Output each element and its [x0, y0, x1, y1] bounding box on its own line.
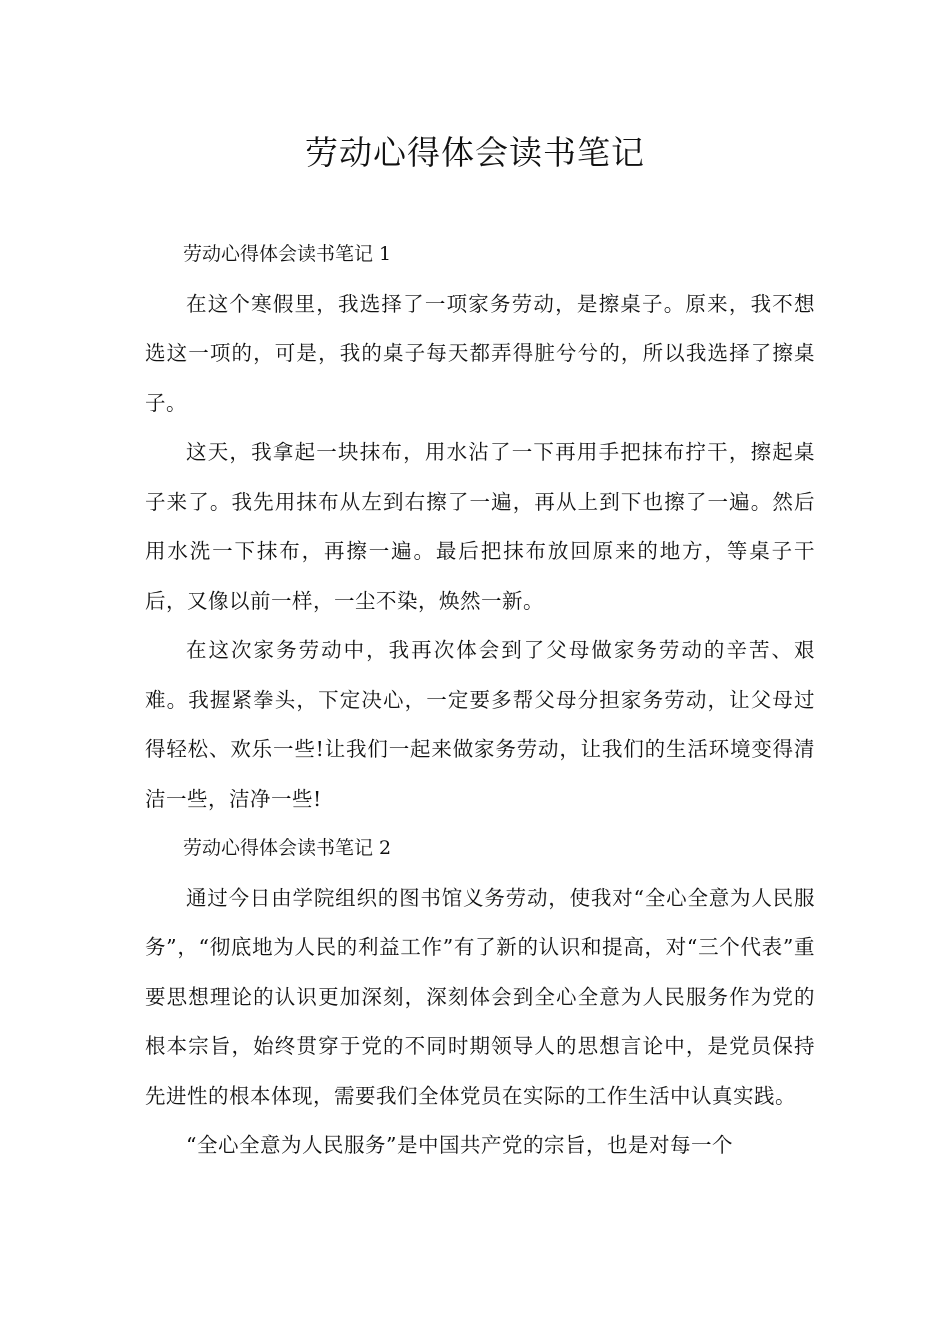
paragraph: “全心全意为人民服务”是中国共产党的宗旨，也是对每一个 — [186, 1133, 733, 1157]
document-title: 劳动心得体会读书笔记 — [305, 133, 645, 172]
paragraph: 这天，我拿起一块抹布，用水沾了一下再用手把抹布拧干，擦起桌子来了。我先用抹布从左到右擦了一遍，再从上到下也擦了一遍。然后用水洗一下抹布，再擦一遍。最后把抹布放回原来的地方，等桌子干后，又像以前一样，一尘不染，焕然一新。 — [145, 440, 815, 613]
paragraph: 在这个寒假里，我选择了一项家务劳动，是擦桌子。原来，我不想选这一项的，可是，我的桌子每天都弄得脏兮兮的，所以我选择了擦桌子。 — [145, 291, 815, 415]
section-heading-1: 劳动心得体会读书笔记 1 — [183, 243, 392, 265]
paragraph: 通过今日由学院组织的图书馆义务劳动，使我对“全心全意为人民服务”，“彻底地为人民的利益工作”有了新的认识和提高，对“三个代表”重要思想理论的认识更加深刻，深刻体会到全心全意为人民服务作为党的根本宗旨，始终贯穿于党的不同时期领导人的思想言论中，是党员保持先进性的根本体现，需要我们全体党员在实际的工作生活中认真实践。 — [145, 885, 815, 1108]
section-heading-2: 劳动心得体会读书笔记 2 — [183, 837, 392, 859]
paragraph: 在这次家务劳动中，我再次体会到了父母做家务劳动的辛苦、艰难。我握紧拳头，下定决心，一定要多帮父母分担家务劳动，让父母过得轻松、欢乐一些!让我们一起来做家务劳动，让我们的生活环境变得清洁一些，洁净一些! — [145, 638, 815, 811]
document-body — [145, 230, 815, 1171]
